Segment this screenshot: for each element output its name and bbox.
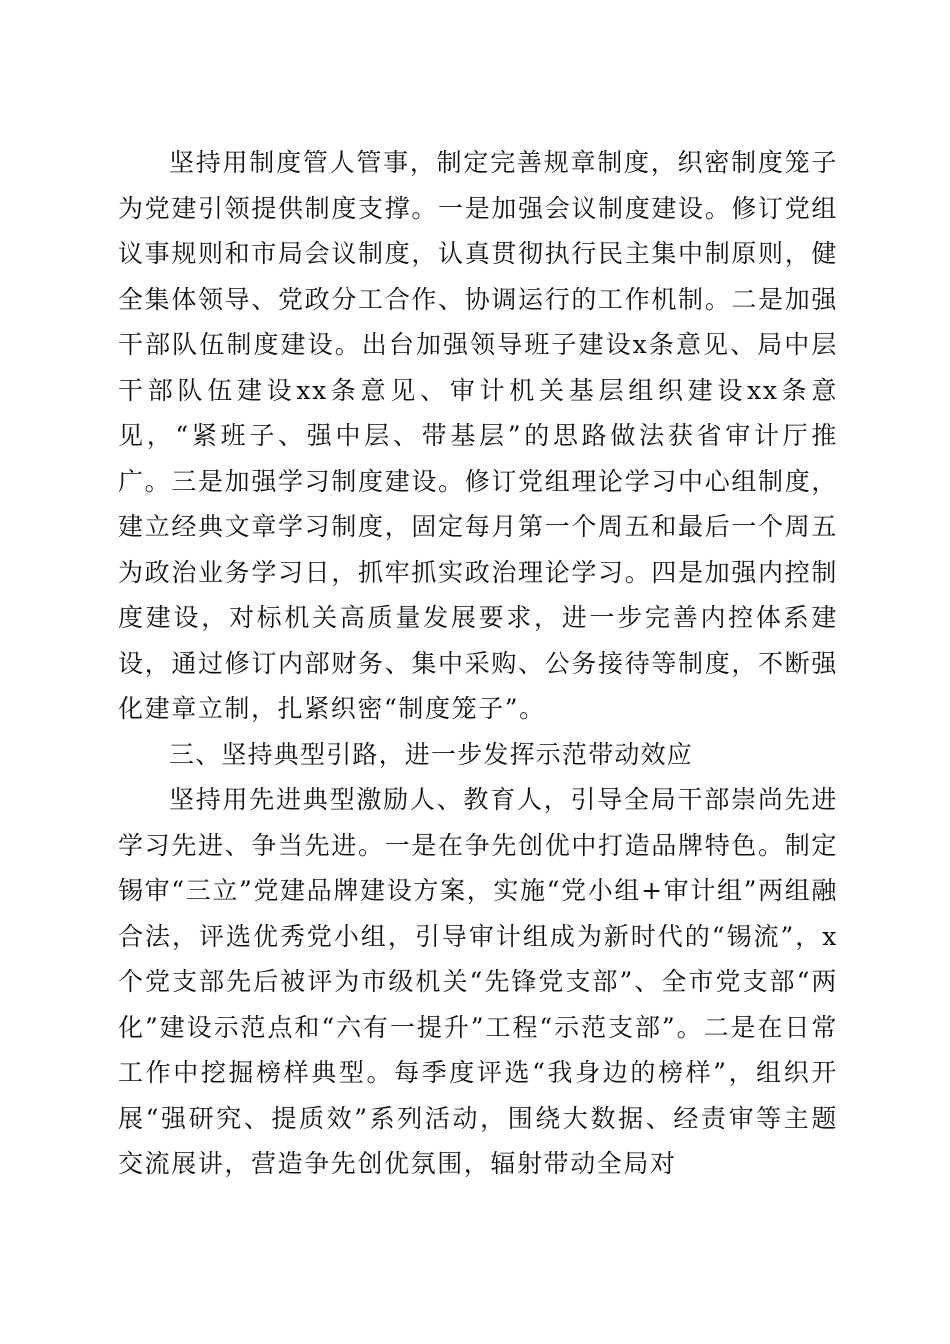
section-heading-3: 三、坚持典型引路，进一步发挥示范带动效应	[169, 739, 694, 769]
document-body	[118, 140, 838, 1187]
paragraph-typical-examples: 坚持用先进典型激励人、教育人，引导全局干部崇尚先进学习先进、争当先进。一是在争先创优中打造品牌特色。制定锡审“三立”党建品牌建设方案，实施“党小组+审计组”两组融合法，评选优秀党小组，引导审计组成为新时代的“锡流”，x个党支部先后被评为市级机关“先锋党支部”、全市党支部“两化”建设示范点和“六有一提升”工程“示范支部”。二是在日常工作中挖掘榜样典型。每季度评选“我身边的榜样”，组织开展“强研究、提质效”系列活动，围绕大数据、经责审等主题交流展讲，营造争先创优氛围，辐射带动全局对	[118, 785, 838, 1178]
paragraph-system-building: 坚持用制度管人管事，制定完善规章制度，织密制度笼子为党建引领提供制度支撑。一是加强会议制度建设。修订党组议事规则和市局会议制度，认真贯彻执行民主集中制原则，健全集体领导、党政分工合作、协调运行的工作机制。二是加强干部队伍制度建设。出台加强领导班子建设x条意见、局中层干部队伍建设xx条意见、审计机关基层组织建设xx条意见，“紧班子、强中层、带基层”的思路做法获省审计厅推广。三是加强学习制度建设。修订党组理论学习中心组制度，建立经典文章学习制度，固定每月第一个周五和最后一个周五为政治业务学习日，抓牢抓实政治理论学习。四是加强内控制度建设，对标机关高质量发展要求，进一步完善内控体系建设，通过修订内部财务、集中采购、公务接待等制度，不断强化建章立制，扎紧织密“制度笼子”。	[118, 148, 838, 723]
